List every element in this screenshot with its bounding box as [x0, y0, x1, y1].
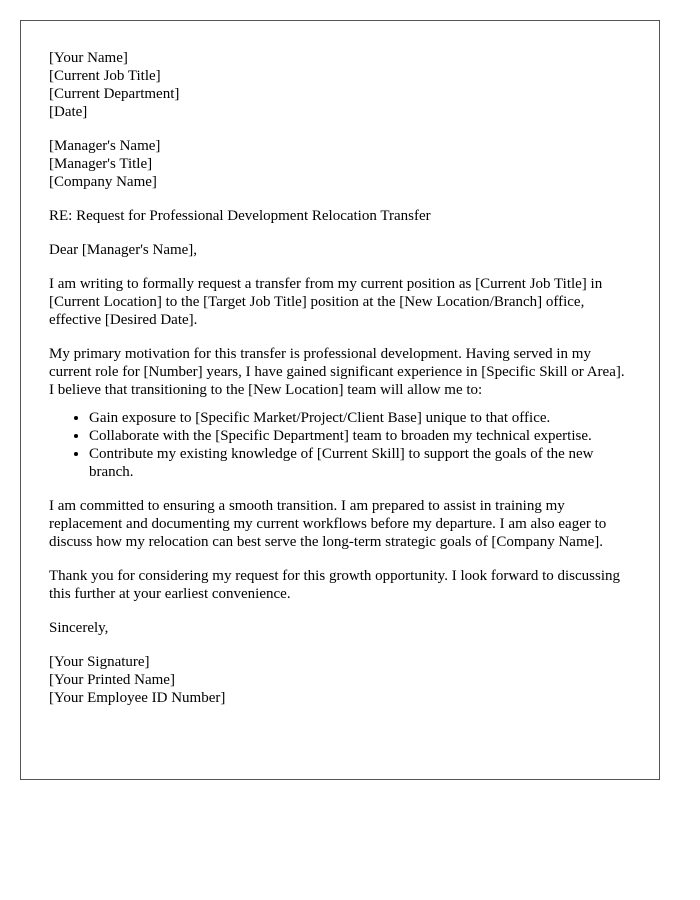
- motivation-paragraph: My primary motivation for this transfer is professional development. Having served in my current role for [Number] years, I have gained significant experience in [Specific Skill or Area]. I believe that transitioning to the [New Location] team will allow me to:: [49, 346, 625, 398]
- recipient-name: [Manager's Name]: [49, 138, 161, 154]
- sender-block: [49, 49, 631, 121]
- intro-paragraph: I am writing to formally request a transfer from my current position as [Current Job Title] in [Current Location] to the [Target Job Title] position at the [New Location/Branch] office, effective [Desired Date].: [49, 276, 603, 328]
- list-item: • Gain exposure to [Specific Market/Project/Client Base] unique to that office.: [89, 409, 631, 427]
- letter-page: [20, 20, 660, 780]
- letter-date: [Date]: [49, 104, 88, 120]
- printed-name: [Your Printed Name]: [49, 672, 175, 688]
- list-item: • Collaborate with the [Specific Department] team to broaden my technical expertise.: [89, 427, 631, 445]
- sender-job-title: [Current Job Title]: [49, 68, 161, 84]
- sender-department: [Current Department]: [49, 86, 180, 102]
- recipient-company: [Company Name]: [49, 174, 157, 190]
- commitment-paragraph: I am committed to ensuring a smooth transition. I am prepared to assist in training my replacement and documenting my current workflows before my departure. I am also eager to discuss how my relocation can best serve the long-term strategic goals of [Company Name].: [49, 498, 607, 550]
- recipient-title: [Manager's Title]: [49, 156, 153, 172]
- signature-block: [49, 653, 631, 707]
- closing-paragraph: Thank you for considering my request for this growth opportunity. I look forward to discussing this further at your earliest convenience.: [49, 568, 621, 602]
- signoff: Sincerely,: [49, 620, 109, 636]
- signature-line: [Your Signature]: [49, 654, 150, 670]
- list-item: • Contribute my existing knowledge of [Current Skill] to support the goals of the new branch.: [89, 445, 631, 481]
- sender-name: [Your Name]: [49, 50, 128, 66]
- benefits-list: [49, 409, 631, 481]
- salutation: Dear [Manager's Name],: [49, 242, 198, 258]
- recipient-block: [49, 137, 631, 191]
- employee-id: [Your Employee ID Number]: [49, 690, 226, 706]
- subject-line: RE: Request for Professional Development Relocation Transfer: [49, 208, 431, 224]
